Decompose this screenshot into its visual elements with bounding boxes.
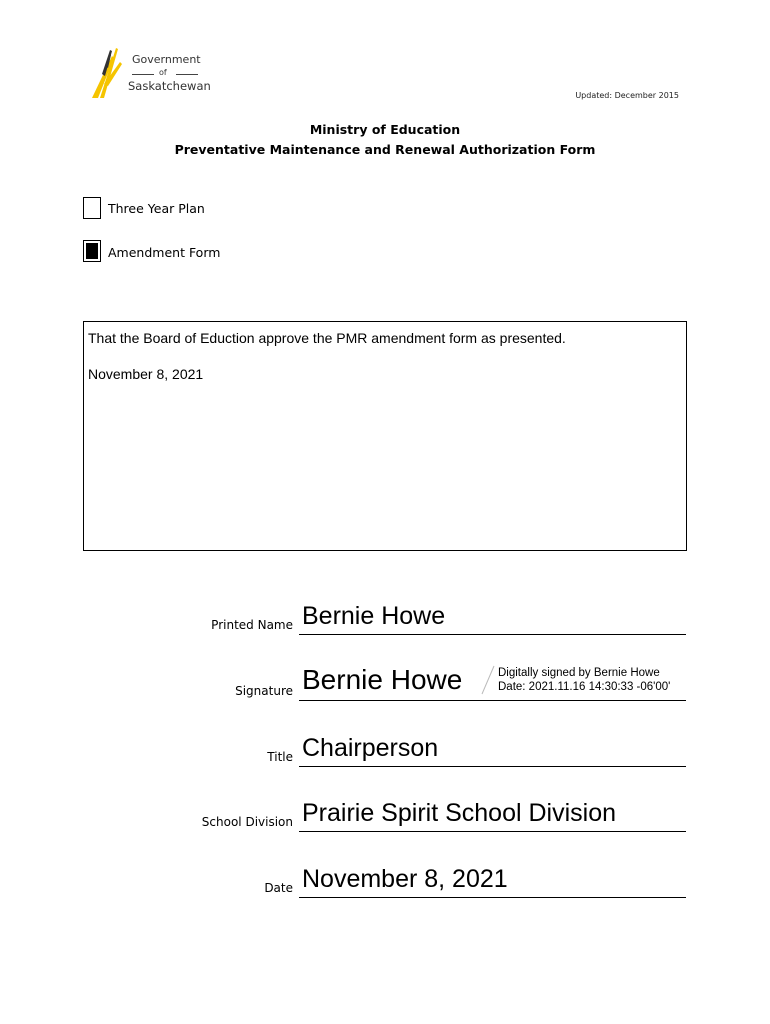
logo-of-text: of — [159, 68, 167, 77]
form-title: Preventative Maintenance and Renewal Authorization Form — [174, 142, 596, 157]
motion-statement: That the Board of Eduction approve the PMR amendment form as presented. — [88, 330, 566, 346]
title-value[interactable]: Chairperson — [302, 734, 439, 762]
three-year-plan-label: Three Year Plan — [108, 201, 205, 216]
title-underline — [299, 766, 686, 767]
logo-saskatchewan-text: Saskatchewan — [128, 79, 211, 93]
wheat-sheaf-icon — [90, 44, 130, 100]
date-underline — [299, 897, 686, 898]
signature-label: Signature — [235, 684, 293, 698]
date-value[interactable]: November 8, 2021 — [302, 865, 508, 893]
signature-divider-icon — [480, 664, 496, 696]
printed-name-label: Printed Name — [211, 618, 293, 632]
date-label: Date — [264, 881, 293, 895]
school-division-label: School Division — [201, 815, 293, 829]
digital-signature-date: Date: 2021.11.16 14:30:33 -06'00' — [498, 681, 671, 693]
government-of-saskatchewan-logo — [90, 44, 210, 100]
amendment-form-label: Amendment Form — [108, 245, 221, 260]
motion-date: November 8, 2021 — [88, 366, 204, 382]
digital-signature-signer: Digitally signed by Bernie Howe — [498, 667, 660, 679]
logo-divider-left — [132, 74, 154, 75]
ministry-title: Ministry of Education — [309, 122, 461, 137]
logo-government-text: Government — [132, 53, 201, 66]
school-division-value[interactable]: Prairie Spirit School Division — [302, 799, 617, 827]
printed-name-value[interactable]: Bernie Howe — [302, 602, 446, 630]
signature-value[interactable]: Bernie Howe — [302, 664, 463, 695]
signature-underline — [299, 700, 686, 701]
printed-name-underline — [299, 634, 686, 635]
motion-text-box[interactable] — [83, 321, 687, 551]
logo-divider-right — [176, 74, 198, 75]
digital-signature-note — [498, 666, 670, 694]
title-label: Title — [267, 750, 293, 764]
three-year-plan-checkbox[interactable] — [83, 197, 101, 219]
amendment-form-checkbox[interactable] — [83, 240, 101, 262]
school-division-underline — [299, 831, 686, 832]
updated-date: Updated: December 2015 — [575, 91, 679, 100]
